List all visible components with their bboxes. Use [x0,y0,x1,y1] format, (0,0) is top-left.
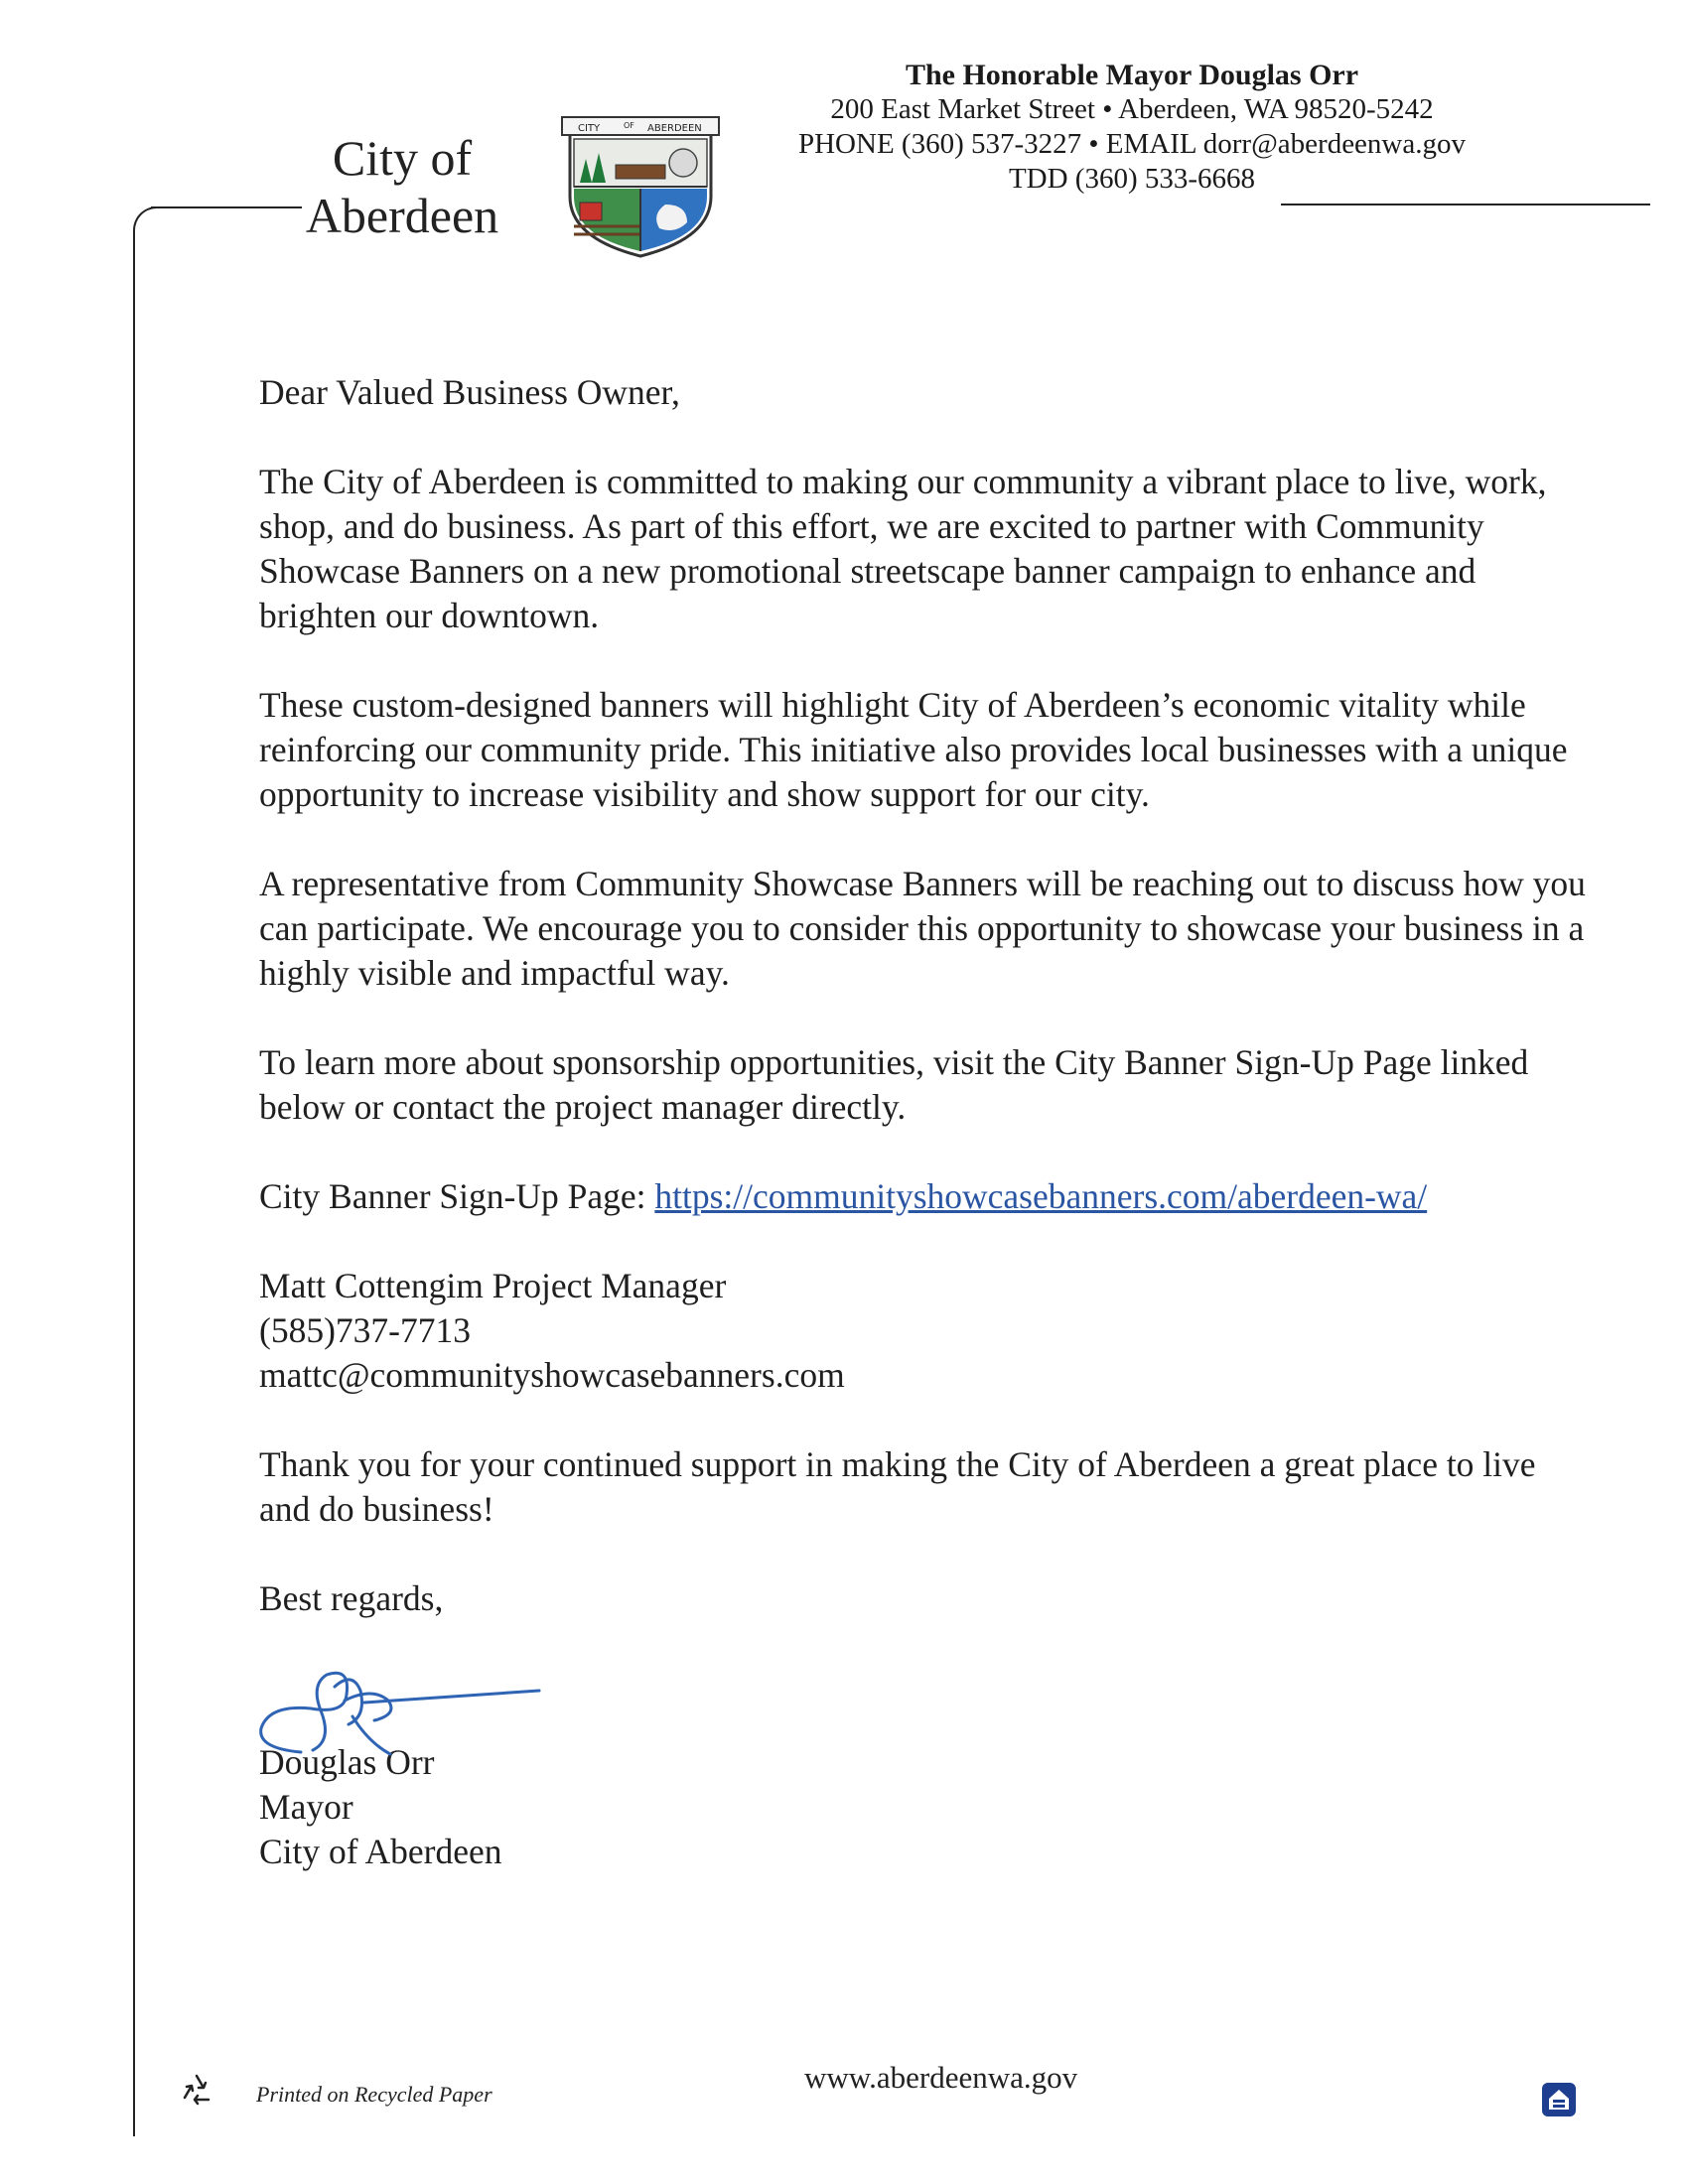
mayor-name: The Honorable Mayor Douglas Orr [905,59,1359,91]
seal-text-of: OF [624,121,634,130]
city-name-line1: City of [332,130,473,186]
mayor-phone-email: PHONE (360) 537-3227 • EMAIL dorr@aberdeenwa.gov [797,128,1466,160]
signup-link[interactable]: https://communityshowcasebanners.com/aberdeen-wa/ [654,1176,1428,1216]
city-seal-icon [556,109,725,258]
website-link[interactable]: www.aberdeenwa.gov [804,2060,1078,2095]
contact-block [259,1264,1590,1398]
contact-email: mattc@communityshowcasebanners.com [259,1355,845,1395]
printed-on-recycled-note: Printed on Recycled Paper [256,2082,492,2107]
signer-org: City of Aberdeen [259,1832,502,1871]
mayor-address: 200 East Market Street • Aberdeen, WA 98520-5242 [830,93,1434,125]
contact-phone: (585)737-7713 [259,1310,471,1350]
mayor-tdd: TDD (360) 533-6668 [1008,163,1256,195]
seal-text-aberdeen: ABERDEEN [647,123,702,134]
paragraph-banners: These custom-designed banners will highlight City of Aberdeen’s economic vitality while reinforcing our community pride. This initiative also provides local businesses with a unique opportunity to increase visibility and show support for our city. [259,685,1568,814]
salutation: Dear Valued Business Owner, [259,372,680,412]
frame-left-rule [133,230,135,2136]
recycle-icon [177,2070,216,2110]
signature-block [259,1740,1649,1874]
signature-icon [249,1631,547,1780]
contact-name: Matt Cottengim Project Manager [259,1266,727,1305]
closing-paragraph: Thank you for your continued support in making the City of Aberdeen a great place to live and do business! [259,1444,1536,1529]
paragraph-learn-more: To learn more about sponsorship opportunities, visit the City Banner Sign-Up Page linked below or contact the project manager directly. [259,1042,1529,1127]
seal-text-city: CITY [578,123,601,134]
sign-off: Best regards, [259,1578,444,1618]
signup-line [259,1174,1590,1219]
signer-title: Mayor [259,1787,353,1827]
header-rule [1281,204,1650,205]
mayor-contact-block [755,58,1509,197]
equal-housing-icon [1541,2082,1577,2117]
letter-body [259,370,1649,1874]
paragraph-representative: A representative from Community Showcase Banners will be reaching out to discuss how you can participate. We encourage you to consider this opportunity to showcase your business in a highly visible and impactful way. [259,864,1586,993]
city-name-line2: Aberdeen [305,188,499,243]
paragraph-intro: The City of Aberdeen is committed to making our community a vibrant place to live, work, shop, and do business. As part of this effort, we are excited to partner with Community Showcase Banners on a new promotional streetscape banner campaign to enhance and brighten our downtown. [259,462,1547,635]
signer-name: Douglas Orr [259,1742,435,1782]
signup-label: City Banner Sign-Up Page: [259,1176,646,1216]
frame-corner [133,206,175,248]
city-name [288,129,516,244]
